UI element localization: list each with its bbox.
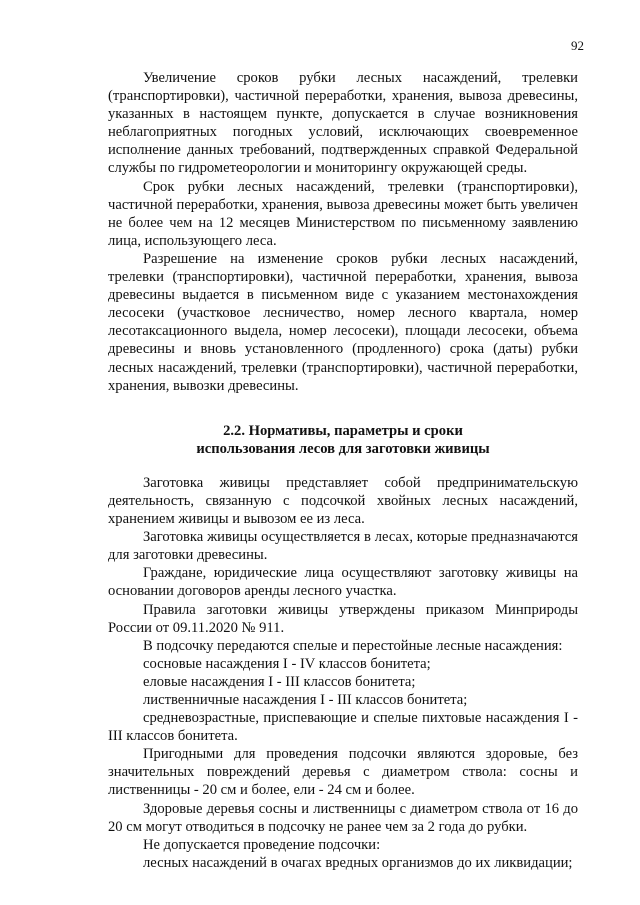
- paragraph: Заготовка живицы осуществляется в лесах, которые предназначаются для заготовки древесины.: [108, 529, 578, 564]
- paragraph: Правила заготовки живицы утверждены приказом Минприроды России от 09.11.2020 № 911.: [108, 601, 578, 636]
- section-heading-line-2: использования лесов для заготовки живицы: [196, 440, 490, 457]
- paragraph: Увеличение сроков рубки лесных насаждений, трелевки (транспортировки), частичной переработки, хранения, вывоза древесины, указанных в настоящем пункте, допускается в случае возникновения неблагоприятных погодных условий, исключающих своевременное исполнение данных требований, подтвержденных справкой Федеральной службы по гидрометеорологии и мониторингу окружающей среды.: [108, 70, 578, 177]
- page-number: 92: [571, 38, 584, 53]
- section-heading-line-1: 2.2. Нормативы, параметры и сроки: [223, 422, 463, 439]
- paragraph: Пригодными для проведения подсочки являются здоровые, без значительных повреждений деревья с диаметром ствола: сосны и лиственницы - 20 см и более, ели - 24 см и более.: [108, 746, 578, 799]
- list-item: еловые насаждения I - III классов бонитета;: [143, 673, 416, 690]
- paragraph: В подсочку передаются спелые и перестойные лесные насаждения:: [143, 637, 563, 654]
- document-body: [108, 69, 578, 872]
- paragraph: Срок рубки лесных насаждений, трелевки (транспортировки), частичной переработки, хранения, вывоза древесины может быть увеличен не более чем на 12 месяцев Министерством по письменному заявлению лица, использующего леса.: [108, 178, 578, 249]
- paragraph: Не допускается проведение подсочки:: [143, 836, 381, 853]
- list-item: средневозрастные, приспевающие и спелые пихтовые насаждения I - III классов бонитета.: [108, 710, 578, 745]
- list-item: лиственничные насаждения I - III классов бонитета;: [143, 692, 468, 708]
- paragraph: Разрешение на изменение сроков рубки лесных насаждений, трелевки (транспортировки), частичной переработки, хранения, вывоза древесины выдается в письменном виде с указанием местонахождения лесосеки (участковое лесничество, номер лесного квартала, номер лесотаксационного выдела, номер лесосеки), площади лесосеки, объема древесины и вновь установленного (продленного) срока (даты) рубки лесных насаждений, трелевки (транспортировки), частичной переработки, хранения, вывозки древесины.: [108, 250, 578, 394]
- paragraph: Здоровые деревья сосны и лиственницы с диаметром ствола от 16 до 20 см могут отводиться в подсочку не ранее чем за 2 года до рубки.: [108, 800, 578, 835]
- list-item: лесных насаждений в очагах вредных организмов до их ликвидации;: [143, 854, 573, 871]
- paragraph: Граждане, юридические лица осуществляют заготовку живицы на основании договоров аренды лесного участка.: [108, 565, 578, 600]
- list-item: сосновые насаждения I - IV классов бонитета;: [143, 655, 431, 672]
- section-heading: [108, 422, 578, 458]
- paragraph: Заготовка живицы представляет собой предпринимательскую деятельность, связанную с подсочкой хвойных лесных насаждений, хранением живицы и вывозом ее из леса.: [108, 474, 578, 528]
